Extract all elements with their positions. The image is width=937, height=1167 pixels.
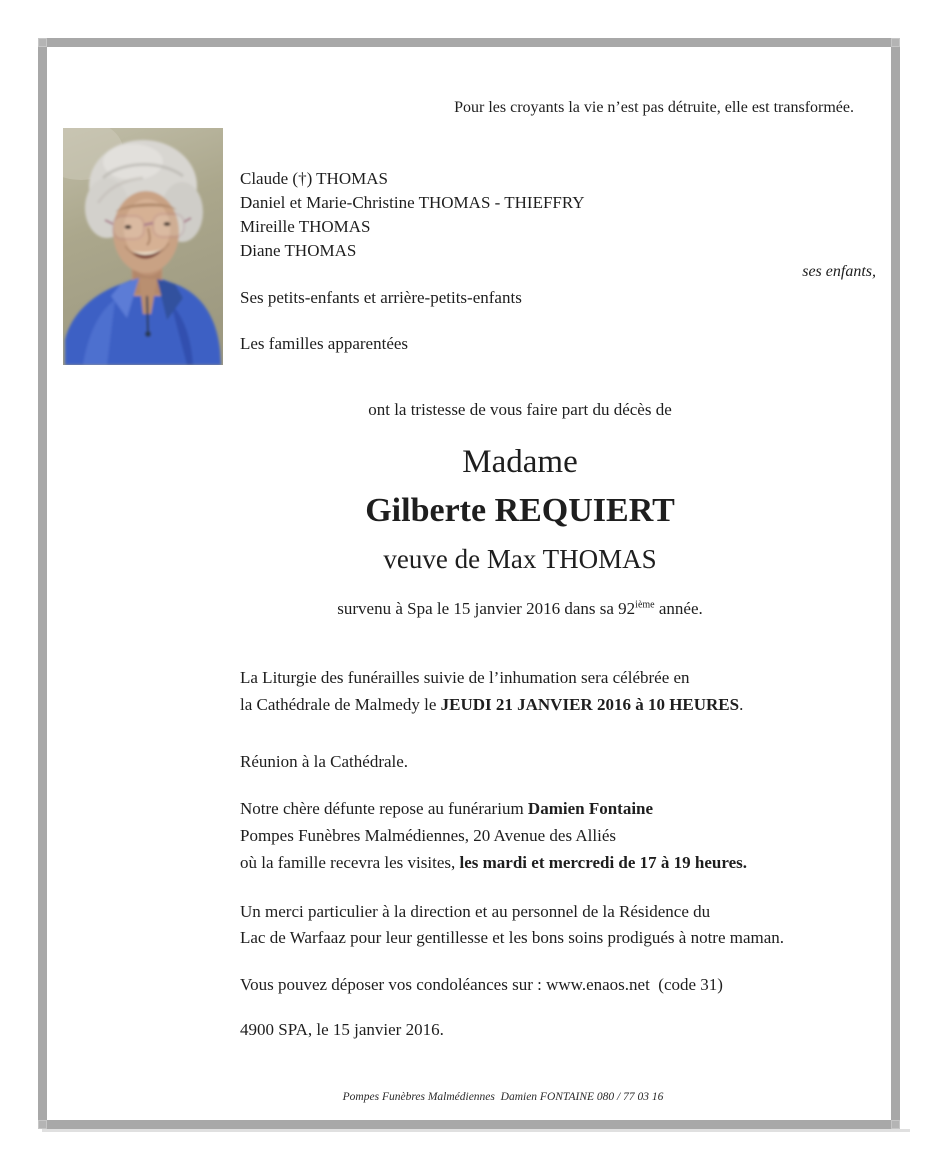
frame-corner-bottom-left — [38, 1120, 47, 1129]
widow-line: veuve de Max THOMAS — [383, 544, 657, 574]
death-info-line — [240, 599, 800, 619]
funerarium-line-3 — [240, 849, 747, 876]
announcement-intro: ont la tristesse de vous faire part du décès de — [368, 400, 672, 419]
funerarium-line-2: Pompes Funèbres Malmédiennes, 20 Avenue des Alliés — [240, 826, 616, 845]
family-member-line: Daniel et Marie-Christine THOMAS - THIEFFRY — [240, 193, 585, 212]
death-info-prefix: survenu à Spa le 15 janvier 2016 dans sa 92 — [337, 599, 636, 618]
family-member-line: Mireille THOMAS — [240, 217, 371, 236]
ceremony-date-bold: JEUDI 21 JANVIER 2016 à 10 HEURES — [440, 695, 740, 714]
frame-shadow-line — [42, 1129, 910, 1132]
deceased-name: Gilberte REQUIERT — [365, 492, 675, 529]
liturgy-line-2-prefix: la Cathédrale de Malmedy le — [240, 695, 441, 714]
funerarium-paragraph — [240, 795, 747, 876]
related-families-line: Les familles apparentées — [240, 334, 409, 353]
undertaker-footer: Pompes Funèbres Malmédiennes Damien FONTAINE 080 / 77 03 16 — [342, 1091, 664, 1103]
liturgy-line-1: La Liturgie des funérailles suivie de l’inhumation sera célébrée en — [240, 668, 690, 687]
grandchildren-line: Ses petits-enfants et arrière-petits-enfants — [240, 288, 522, 307]
funeral-director-name-bold: Damien Fontaine — [527, 799, 654, 818]
condolences-line: Vous pouvez déposer vos condoléances sur : www.enaos.net (code 31) — [240, 975, 723, 994]
frame-corner-bottom-right — [891, 1120, 900, 1129]
funerarium-line-1 — [240, 795, 747, 822]
family-names-block — [240, 167, 585, 263]
frame-corner-top-left — [38, 38, 47, 47]
death-info-superscript: ième — [635, 599, 655, 611]
frame-corner-top-right — [891, 38, 900, 47]
death-info-suffix: année. — [654, 599, 703, 618]
portrait-photo — [63, 128, 223, 365]
funerarium-line-1-prefix: Notre chère défunte repose au funérarium — [240, 799, 528, 818]
family-member-line: Diane THOMAS — [240, 241, 357, 260]
funerarium-line-3-prefix: où la famille recevra les visites, — [240, 853, 460, 872]
thanks-paragraph — [240, 899, 784, 951]
thanks-line-1: Un merci particulier à la direction et au personnel de la Résidence du — [240, 902, 711, 921]
family-member-line: Claude (†) THOMAS — [240, 169, 388, 188]
children-caption: ses enfants, — [802, 263, 876, 280]
epigraph-quote: Pour les croyants la vie n’est pas détruite, elle est transformée. — [454, 99, 854, 116]
thanks-line-2: Lac de Warfaaz pour leur gentillesse et les bons soins prodigués à notre maman. — [240, 928, 785, 947]
liturgy-line-2 — [240, 691, 743, 718]
visiting-hours-bold: les mardi et mercredi de 17 à 19 heures. — [459, 853, 748, 872]
meeting-line: Réunion à la Cathédrale. — [240, 752, 409, 771]
liturgy-paragraph — [240, 664, 743, 718]
liturgy-line-2-suffix: . — [739, 695, 744, 714]
honorific-title: Madame — [462, 444, 578, 480]
city-date-line: 4900 SPA, le 15 janvier 2016. — [240, 1020, 444, 1039]
